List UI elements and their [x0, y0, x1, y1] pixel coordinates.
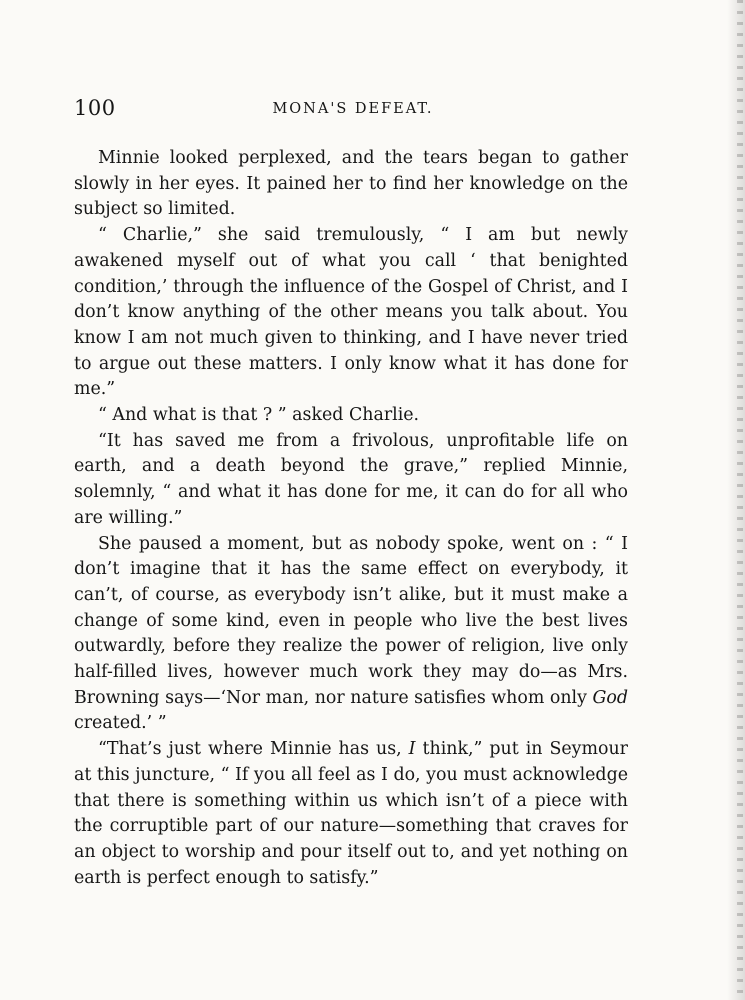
paragraph-text: “It has saved me from a frivolous, unprofitable life on earth, and a death beyond the grave,” replied Minnie, solemnly, “ and what it has done for me, it can do for all who are willing.”: [74, 430, 628, 528]
paragraph: [74, 737, 628, 891]
paragraph: [74, 146, 628, 223]
paragraph: [74, 403, 628, 429]
italic-word: God: [592, 687, 628, 708]
paragraph-text: Minnie looked perplexed, and the tears began to gather slowly in her eyes. It pained her to find her knowledge on the subject so limited.: [74, 148, 628, 220]
body-text: [74, 146, 628, 891]
paragraph-text: She paused a moment, but as nobody spoke, went on : “ I don’t imagine that it has the same effect on everybody, it can’t, of course, as everybody isn’t alike, but it must make a change of some kind, even in people who live the best lives outwardly, before they realize the power of religion, live only half-filled lives, however much work they may do—as Mrs. Browning says—‘Nor man, nor nature satisfies whom only: [74, 533, 628, 708]
paragraph-text: “ And what is that ? ” asked Charlie.: [98, 405, 420, 426]
paragraph-text: “ Charlie,” she said tremulously, “ I am but newly awakened myself out of what you call ‘ that benighted condition,’ through the influence of the Gospel of Christ, and I don’t know anything of the other means you talk about. You know I am not much given to thinking, and I have never tried to argue out these matters. I only know what it has done for me.”: [74, 225, 628, 400]
page-header: [74, 94, 632, 122]
paragraph-text: “That’s just where Minnie has us,: [98, 739, 409, 760]
paragraph: [74, 223, 628, 403]
paragraph: [74, 532, 628, 738]
paragraph: [74, 429, 628, 532]
paragraph-text: created.’ ”: [74, 713, 167, 734]
italic-word: I: [408, 739, 416, 760]
spine-edge: [737, 0, 743, 1000]
paragraph-text: think,” put in Seymour at this juncture, “ If you all feel as I do, you must acknowledge that there is something within us which isn’t of a piece with the corruptible part of our nature—something that craves for an object to worship and pour itself out to, and yet nothing on earth is perfect enough to satisfy.”: [74, 739, 628, 888]
running-head: MONA'S DEFEAT.: [272, 101, 434, 117]
page-number: 100: [74, 96, 116, 120]
